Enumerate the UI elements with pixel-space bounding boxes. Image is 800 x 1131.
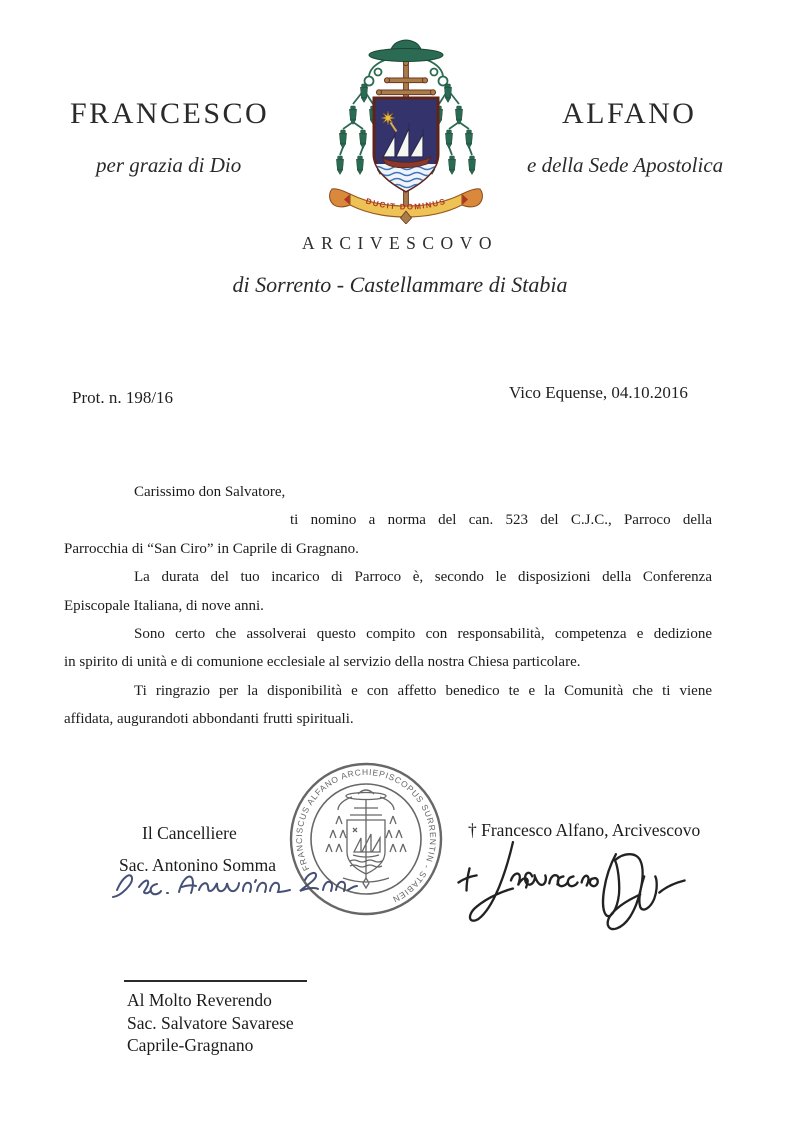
recipient-block: [127, 989, 294, 1057]
subtitle-right: e della Sede Apostolica: [527, 153, 724, 177]
motto-text: DUCIT DOMINUS: [364, 196, 448, 212]
archbishop-signature-handwriting: [452, 832, 690, 938]
letter-body: [64, 478, 712, 734]
body-line: Episcopale Italiana, di nove anni.: [64, 597, 264, 614]
archbishop-first-name: FRANCESCO: [70, 97, 270, 130]
seal-coat-of-arms: [326, 790, 406, 888]
chancellor-name: Sac. Antonino Somma: [119, 855, 277, 875]
archbishop-last-name: ALFANO: [562, 97, 697, 130]
chancellor-title: Il Cancelliere: [142, 823, 237, 843]
comet-star: [381, 111, 395, 125]
body-line: Sono certo che assolverai questo compito con responsabilità, competenza e dedizione: [134, 626, 712, 643]
galero-hat: [369, 40, 443, 62]
subtitle-left: per grazia di Dio: [96, 153, 242, 177]
recipient-place: Caprile-Gragnano: [127, 1035, 254, 1055]
episcopal-seal: [287, 760, 445, 918]
coat-of-arms-icon: [322, 28, 490, 224]
recipient-divider: [124, 980, 307, 982]
letterhead-role: ARCIVESCOVO: [302, 233, 498, 253]
body-line: Parrocchia di “San Ciro” in Caprile di Gragnano.: [64, 540, 359, 557]
protocol-number: Prot. n. 198/16: [72, 388, 174, 407]
archbishop-signature-line: † Francesco Alfano, Arcivescovo: [468, 820, 701, 840]
body-line: Carissimo don Salvatore,: [134, 484, 286, 500]
body-line: affidata, augurandoti abbondanti frutti spirituali.: [64, 711, 354, 728]
body-line: in spirito di unità e di comunione ecclesiale al servizio della nostra Chiesa particolare.: [64, 654, 581, 671]
dateline: Vico Equense, 04.10.2016: [509, 383, 688, 402]
recipient-salutation: Al Molto Reverendo: [127, 990, 272, 1010]
body-line: Ti ringrazio per la disponibilità e con affetto benedico te e la Comunità che ti viene: [134, 682, 712, 699]
letterhead-diocese: di Sorrento - Castellammare di Stabia: [232, 272, 568, 297]
body-line: La durata del tuo incarico di Parroco è, secondo le disposizioni della Conferenza: [134, 569, 712, 586]
body-line: ti nomino a norma del can. 523 del C.J.C., Parroco della: [290, 512, 712, 529]
recipient-name: Sac. Salvatore Savarese: [127, 1012, 294, 1033]
seal-circular-text: FRANCISCUS ALFANO ARCHIEPISCOPUS SURRENTIN - STABIEN: [293, 766, 439, 905]
